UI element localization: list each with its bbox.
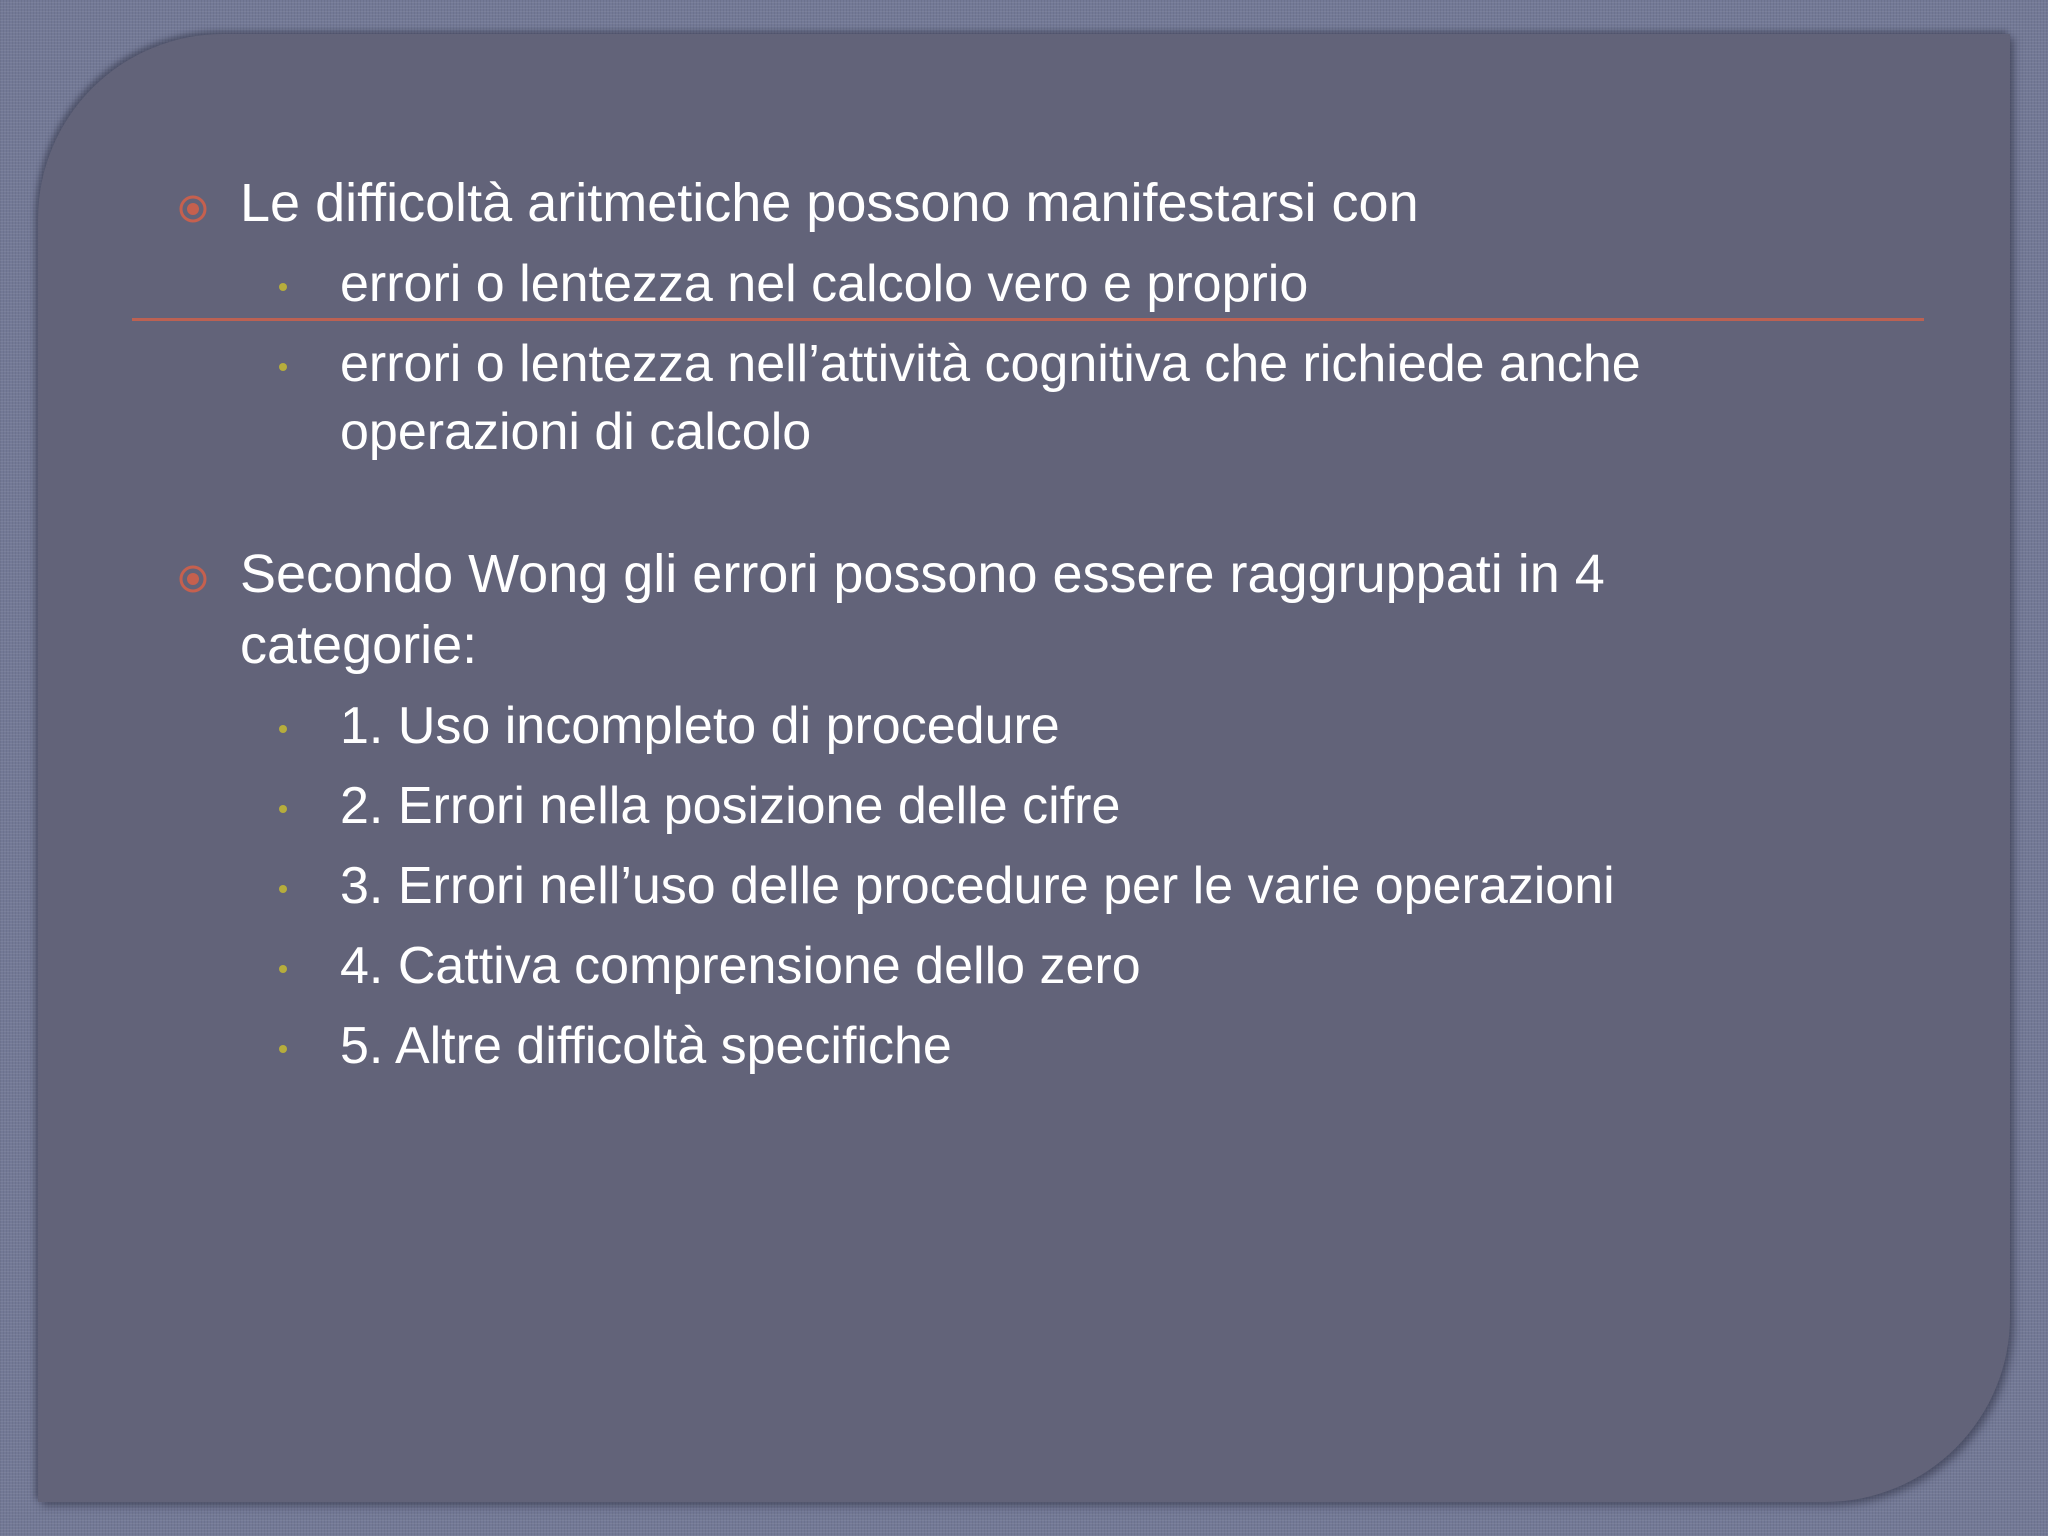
list-item-4: 4. Cattiva comprensione dello zero [340, 937, 1141, 995]
dot-icon [279, 805, 287, 813]
bullet-text-wong-line2: categorie: [240, 615, 478, 675]
list-item-2: 2. Errori nella posizione delle cifre [340, 777, 1121, 835]
dot-icon [279, 725, 287, 733]
sub-bullet-text-attivita-line2: operazioni di calcolo [340, 403, 812, 461]
target-circle-icon [178, 564, 208, 594]
bullet-text-wong-line1: Secondo Wong gli errori possono essere raggruppati in 4 [240, 544, 1605, 604]
bullet-text-difficolta: Le difficoltà aritmetiche possono manifestarsi con [240, 173, 1419, 233]
dot-icon [279, 283, 287, 291]
target-circle-icon [178, 194, 208, 224]
sub-bullet-text-attivita-line1: errori o lentezza nell’attività cognitiva che richiede anche [340, 335, 1641, 393]
dot-icon [279, 1045, 287, 1053]
dot-icon [279, 885, 287, 893]
list-item-1: 1. Uso incompleto di procedure [340, 697, 1060, 755]
sub-bullet-text-calcolo: errori o lentezza nel calcolo vero e proprio [340, 255, 1309, 313]
dot-icon [279, 363, 287, 371]
dot-icon [279, 965, 287, 973]
list-item-3: 3. Errori nell’uso delle procedure per le varie operazioni [340, 857, 1615, 915]
list-item-5: 5. Altre difficoltà specifiche [340, 1017, 952, 1075]
